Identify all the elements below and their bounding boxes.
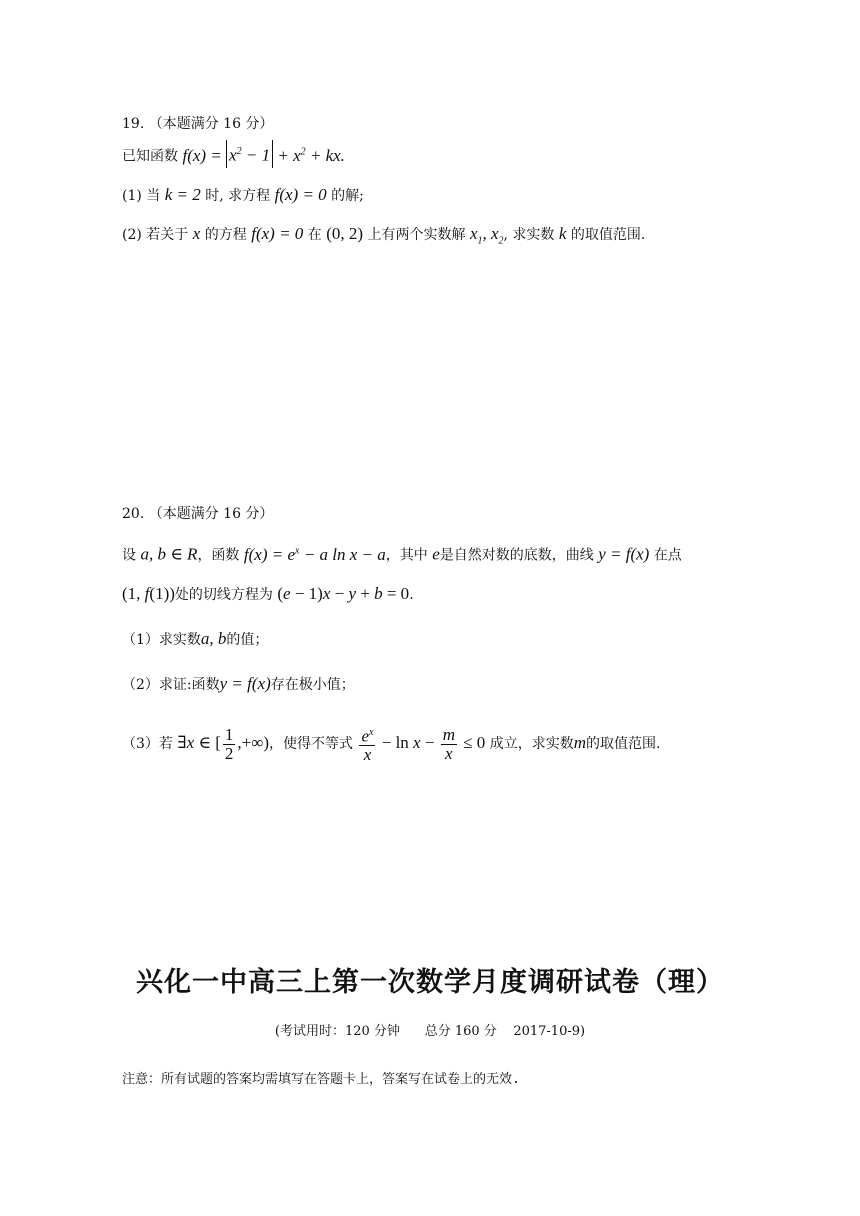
q19-part2-label: (2) bbox=[122, 227, 142, 243]
q20-part1-text: （1）求实数 bbox=[122, 632, 201, 648]
q19-part2-b: 的方程 bbox=[204, 227, 247, 243]
exam-notice: 注意：所有试题的答案均需填写在答题卡上，答案写在试卷上的无效. bbox=[122, 1072, 520, 1087]
q20-part2 bbox=[122, 672, 355, 697]
q20-part3-b: ，使得不等式 bbox=[269, 736, 354, 752]
q19-function-def: $f(x) = x^2 - 1 + x^2$ + kx. bbox=[182, 146, 344, 165]
q20-point: (1, f(1)) bbox=[122, 584, 175, 603]
q20-part3-c: 成立，求实数 bbox=[489, 736, 574, 752]
q20-line1-e: 在点 bbox=[653, 547, 682, 564]
q20-part3-end: 的取值范围. bbox=[586, 736, 661, 752]
q20-part2-end: 存在极小值； bbox=[270, 677, 355, 693]
q20-line2 bbox=[122, 582, 414, 607]
q20-var-m: m bbox=[573, 733, 587, 752]
q20-line1-a: 设 bbox=[122, 547, 136, 564]
q19-part1-mid: 时, 求方程 bbox=[205, 188, 271, 204]
q20-tangent-eq: (e − 1)x − y + b = 0 bbox=[277, 584, 410, 603]
q19-part2-roots: $x_1$, $x_2$ bbox=[469, 224, 504, 247]
q20-part3-text: （3）若 bbox=[122, 736, 173, 752]
q19-part1-label: (1) bbox=[122, 188, 142, 204]
q19-part2-c: 在 bbox=[307, 227, 322, 243]
q20-part3-exists: ∃x ∈ [ bbox=[177, 733, 221, 752]
exam-subtitle: (考试用时：120 分钟 总分 160 分 2017-10-9) bbox=[274, 1024, 586, 1039]
q19-part2-f: 的取值范围. bbox=[570, 227, 646, 243]
q20-header: 20. （本题满分 16 分） bbox=[122, 506, 274, 522]
q20-line1-c: ，其中 bbox=[385, 547, 428, 564]
q20-var-e: e bbox=[432, 544, 440, 564]
q19-part2-var-k: k bbox=[558, 224, 567, 243]
q20-m-over-x: $\frac{m}{x}$ bbox=[442, 724, 455, 763]
q19-intro-text: 已知函数 bbox=[122, 148, 178, 165]
q19-part1-when: 当 bbox=[146, 188, 161, 204]
q19-part2-d: 上有两个实数解 bbox=[367, 227, 466, 243]
q20-line1 bbox=[122, 539, 682, 568]
q20-line2-a: 处的切线方程为 bbox=[174, 587, 273, 603]
q20-part3-inf: ,+∞) bbox=[237, 733, 270, 752]
q20-part2-text: （2）求证:函数 bbox=[122, 677, 220, 693]
q20-half-fraction: $\frac{1}{2}$ bbox=[224, 724, 234, 763]
q20-ab-in-r: a, b ∈ R bbox=[140, 544, 198, 564]
q19-header: 19. （本题满分 16 分） bbox=[122, 116, 274, 132]
q19-part2-eq: f(x) = 0 bbox=[251, 224, 304, 243]
q20-part2-func: y = f(x) bbox=[219, 674, 271, 693]
q20-part1-end: 的值； bbox=[226, 632, 269, 648]
q20-function-def: $f(x) = e^x - a$ ln x − a bbox=[243, 544, 386, 564]
q19-part1-eq: f(x) = 0 bbox=[274, 185, 327, 204]
q20-ex-over-x: $\frac{e^x}{x}$ bbox=[359, 724, 375, 765]
q19-part2-var-x: x bbox=[192, 224, 201, 243]
exam-title: 兴化一中高三上第一次数学月度调研试卷（理） bbox=[136, 967, 724, 998]
q20-part1-vars: a, b bbox=[200, 629, 227, 648]
q20-leq-zero: ≤ 0 bbox=[458, 733, 486, 752]
q20-line1-b: ，函数 bbox=[197, 547, 240, 564]
q19-part2-a: 若关于 bbox=[146, 227, 189, 243]
q20-curve: y = f(x) bbox=[598, 544, 650, 564]
q19-part2 bbox=[122, 222, 645, 253]
q20-line2-b: . bbox=[409, 587, 414, 603]
q19-part1-cond: k = 2 bbox=[164, 185, 201, 204]
q20-part1 bbox=[122, 627, 268, 652]
q19-part2-e: , 求实数 bbox=[503, 227, 555, 243]
q19-part2-interval: (0, 2) bbox=[326, 224, 364, 243]
q20-part3 bbox=[122, 722, 661, 765]
q19-intro bbox=[122, 140, 345, 169]
q19-part1 bbox=[122, 183, 364, 208]
q20-line1-d: 是自然对数的底数，曲线 bbox=[439, 547, 594, 564]
q19-part1-end: 的解; bbox=[331, 188, 364, 204]
q20-minus-ln: − ln x − bbox=[377, 733, 439, 752]
